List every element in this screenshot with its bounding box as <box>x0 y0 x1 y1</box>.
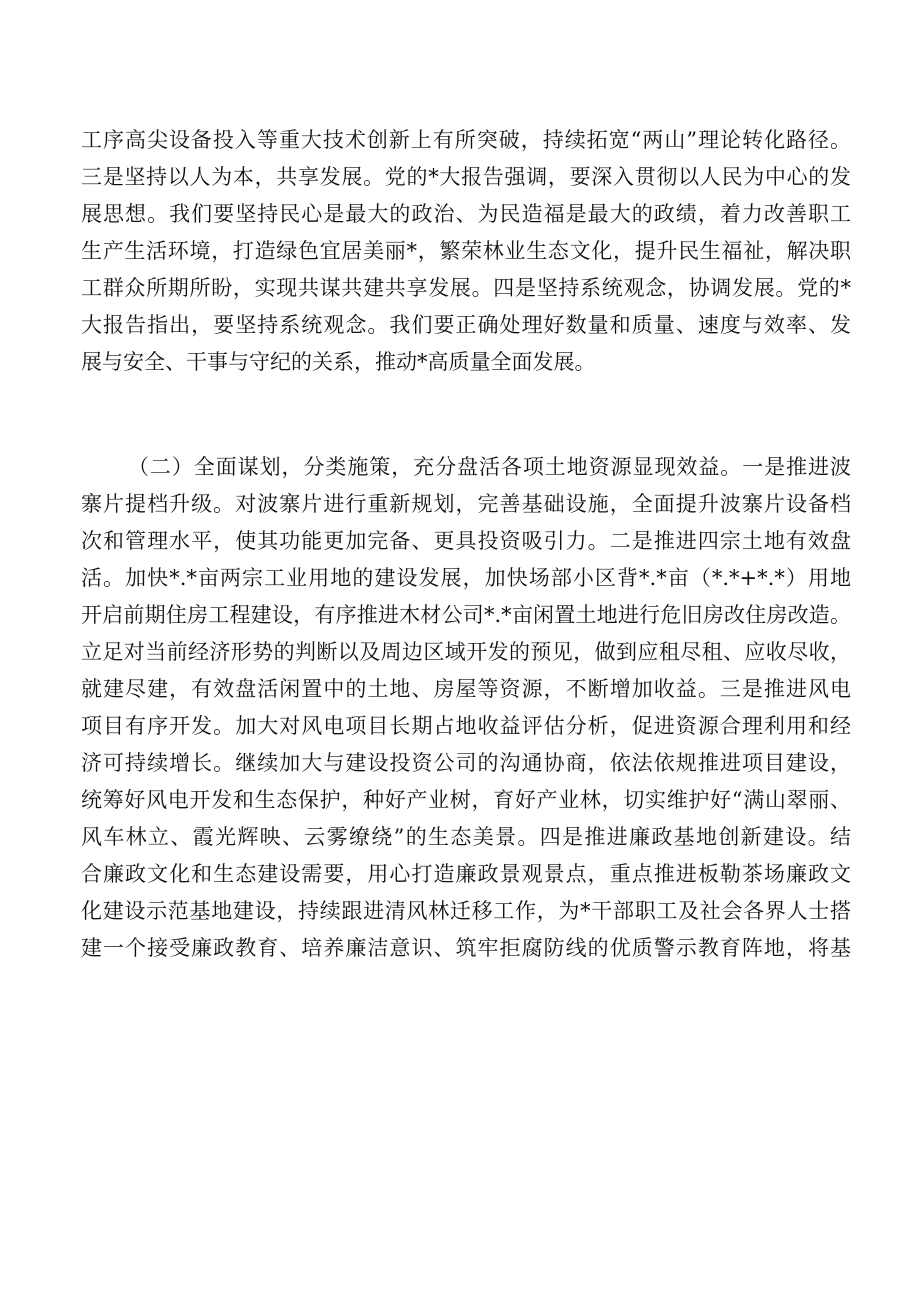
paragraph-1 <box>81 122 851 381</box>
text-line: 立足对当前经济形势的判断以及周边区域开发的预见，做到应租尽租、应收尽收， <box>81 640 851 664</box>
text-line: 建一个接受廉政教育、培养廉洁意识、筑牢拒腐防线的优质警示教育阵地，将基 <box>81 936 851 960</box>
text-line: 工序高尖设备投入等重大技术创新上有所突破，持续拓宽“两山”理论转化路径。 <box>81 128 851 152</box>
text-line: 统筹好风电开发和生态保护，种好产业树，育好产业林，切实维护好“满山翠丽、 <box>81 788 851 812</box>
text-line: 就建尽建，有效盘活闲置中的土地、房屋等资源，不断增加收益。三是推进风电 <box>81 677 851 701</box>
text-line: 三是坚持以人为本，共享发展。党的*大报告强调，要深入贯彻以人民为中心的发 <box>81 165 851 189</box>
text-line: 生产生活环境，打造绿色宜居美丽*，繁荣林业生态文化，提升民生福祉，解决职 <box>81 239 851 263</box>
text-line: 合廉政文化和生态建设需要，用心打造廉政景观景点，重点推进板勒茶场廉政文 <box>81 862 851 886</box>
text-line: 次和管理水平，使其功能更加完备、更具投资吸引力。二是推进四宗土地有效盘 <box>81 529 851 553</box>
text-line: 寨片提档升级。对波寨片进行重新规划，完善基础设施，全面提升波寨片设备档 <box>81 492 851 516</box>
text-line: 大报告指出，要坚持系统观念。我们要正确处理好数量和质量、速度与效率、发 <box>81 313 851 337</box>
text-line: 工群众所期所盼，实现共谋共建共享发展。四是坚持系统观念，协调发展。党的* <box>81 276 851 300</box>
text-line: 风车林立、霞光辉映、云雾缭绕”的生态美景。四是推进廉政基地创新建设。结 <box>81 825 851 849</box>
text-line: （二）全面谋划，分类施策，充分盘活各项土地资源显现效益。一是推进波 <box>128 455 851 479</box>
text-line: 济可持续增长。继续加大与建设投资公司的沟通协商，依法依规推进项目建设， <box>81 751 851 775</box>
text-line: 化建设示范基地建设，持续跟进清风林迁移工作，为*干部职工及社会各界人士搭 <box>81 899 851 923</box>
text-line: 展与安全、干事与守纪的关系，推动*高质量全面发展。 <box>81 350 596 374</box>
text-line: 项目有序开发。加大对风电项目长期占地收益评估分析，促进资源合理利用和经 <box>81 714 851 738</box>
paragraph-2 <box>81 449 851 967</box>
text-line: 活。加快*.*亩两宗工业用地的建设发展，加快场部小区背*.*亩（*.*+*.*）用地 <box>81 566 851 590</box>
text-line: 展思想。我们要坚持民心是最大的政治、为民造福是最大的政绩，着力改善职工 <box>81 202 851 226</box>
text-line: 开启前期住房工程建设，有序推进木材公司*.*亩闲置土地进行危旧房改住房改造。 <box>81 603 851 627</box>
